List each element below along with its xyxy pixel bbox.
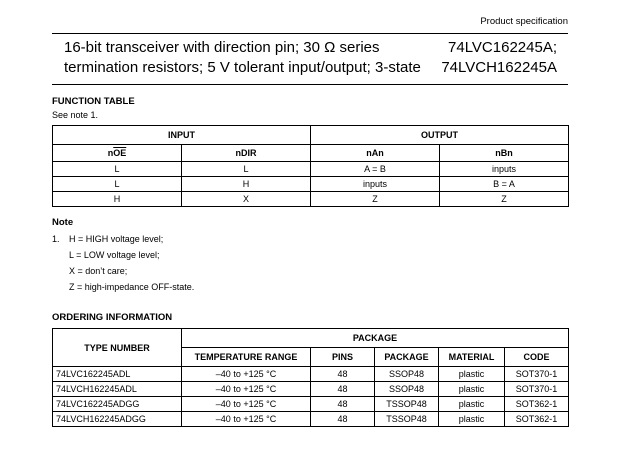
table-cell: –40 to +125 °C: [182, 382, 311, 397]
output-group-header: OUTPUT: [311, 126, 569, 145]
table-cell: plastic: [439, 397, 505, 412]
table-cell: SSOP48: [375, 367, 439, 382]
table-cell: H: [182, 177, 311, 192]
ordering-table: [52, 328, 569, 427]
table-cell: plastic: [439, 382, 505, 397]
table-cell: 48: [311, 367, 375, 382]
table-row: [53, 397, 569, 412]
part-number-line-2: 74LVCH162245A: [441, 59, 557, 76]
table-cell: TSSOP48: [375, 412, 439, 427]
function-table-heading: FUNCTION TABLE: [52, 96, 135, 107]
table-cell: –40 to +125 °C: [182, 397, 311, 412]
input-group-header: INPUT: [53, 126, 311, 145]
product-spec-label: Product specification: [480, 16, 568, 27]
document-title-line-2: termination resistors; 5 V tolerant input/output; 3-state: [64, 59, 421, 76]
see-note-text: See note 1.: [52, 110, 99, 120]
table-row: [53, 177, 569, 192]
table-cell: –40 to +125 °C: [182, 412, 311, 427]
table-cell: Z: [311, 192, 440, 207]
document-title-line-1: 16-bit transceiver with direction pin; 30 Ω series: [64, 39, 380, 56]
table-cell: plastic: [439, 412, 505, 427]
package-header: PACKAGE: [375, 348, 439, 367]
table-cell: inputs: [440, 162, 569, 177]
table-cell: X: [182, 192, 311, 207]
material-header: MATERIAL: [439, 348, 505, 367]
type-number-cell: 74LVCH162245ADL: [53, 382, 182, 397]
header-top-rule: [52, 33, 568, 34]
type-number-cell: 74LVCH162245ADGG: [53, 412, 182, 427]
table-cell: L: [53, 177, 182, 192]
part-number-line-1: 74LVC162245A;: [448, 39, 557, 56]
table-row: [53, 367, 569, 382]
note-line-low: L = LOW voltage level;: [69, 250, 160, 260]
column-header-nbn: nBn: [440, 145, 569, 162]
note-number: 1.: [52, 234, 60, 244]
table-cell: L: [182, 162, 311, 177]
table-row: [53, 192, 569, 207]
pins-header: PINS: [311, 348, 375, 367]
ordering-info-heading: ORDERING INFORMATION: [52, 312, 173, 323]
table-cell: 48: [311, 397, 375, 412]
table-cell: 48: [311, 382, 375, 397]
table-row: [53, 412, 569, 427]
column-header-ndir: nDIR: [182, 145, 311, 162]
table-cell: TSSOP48: [375, 397, 439, 412]
noe-overbar-text: $\overline{OE}$: [113, 148, 127, 158]
noe-prefix: n: [107, 148, 114, 158]
note-heading: Note: [52, 217, 74, 228]
table-row: [53, 382, 569, 397]
column-header-nan: nAn: [311, 145, 440, 162]
table-cell: A = B: [311, 162, 440, 177]
code-header: CODE: [505, 348, 569, 367]
table-cell: SOT370-1: [505, 382, 569, 397]
table-cell: SOT362-1: [505, 412, 569, 427]
table-cell: –40 to +125 °C: [182, 367, 311, 382]
note-line-high: H = HIGH voltage level;: [69, 234, 164, 244]
temperature-range-header: TEMPERATURE RANGE: [182, 348, 311, 367]
header-bottom-rule: [52, 84, 568, 85]
table-cell: SOT362-1: [505, 397, 569, 412]
table-cell: inputs: [311, 177, 440, 192]
table-cell: SOT370-1: [505, 367, 569, 382]
column-header-noe: [53, 145, 182, 162]
table-cell: plastic: [439, 367, 505, 382]
table-cell: L: [53, 162, 182, 177]
note-line-dont-care: X = don’t care;: [69, 266, 128, 276]
table-cell: SSOP48: [375, 382, 439, 397]
type-number-header: TYPE NUMBER: [53, 329, 182, 367]
function-table: [52, 125, 569, 207]
note-line-high-impedance: Z = high-impedance OFF-state.: [69, 282, 195, 292]
table-cell: H: [53, 192, 182, 207]
table-cell: Z: [440, 192, 569, 207]
package-group-header: PACKAGE: [182, 329, 569, 348]
type-number-cell: 74LVC162245ADGG: [53, 397, 182, 412]
type-number-cell: 74LVC162245ADL: [53, 367, 182, 382]
table-cell: 48: [311, 412, 375, 427]
table-cell: B = A: [440, 177, 569, 192]
table-row: [53, 162, 569, 177]
